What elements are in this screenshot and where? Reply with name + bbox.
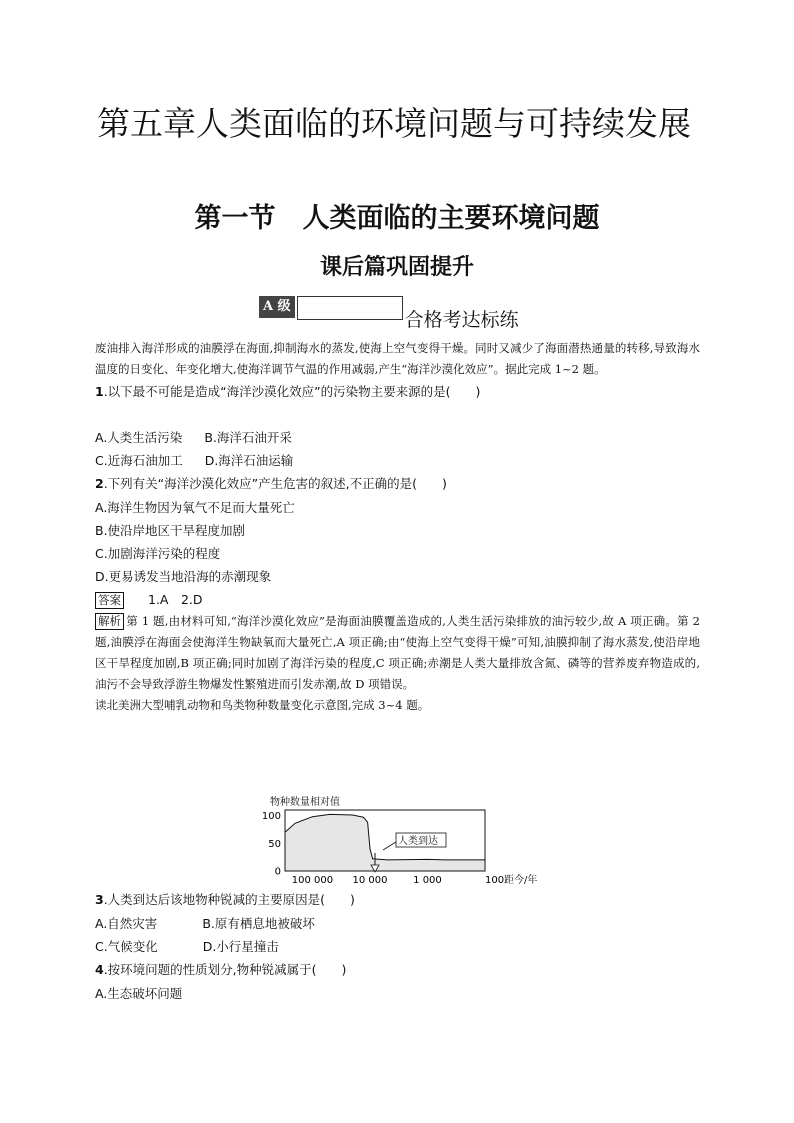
- chapter-title: 第五章人类面临的环境问题与可持续发展: [97, 104, 691, 143]
- y-tick-label: 50: [268, 838, 281, 850]
- level-badge: A 级: [259, 296, 295, 318]
- passage-1: 废油排入海洋形成的油膜浮在海面,抑制海水的蒸发,使海上空气变得干燥。同时又减少了海面潜热通量的转移,导致海水温度的日变化、年变化增大,使海洋调节气温的作用减弱,产生“海洋沙漠化效应”。据此完成 1~2 题。: [95, 341, 700, 376]
- q1-options-row-1: [95, 426, 700, 449]
- y-tick-label: 0: [274, 866, 281, 878]
- y-tick-label: 100: [261, 811, 281, 823]
- x-tick-label: 100 000: [291, 875, 334, 885]
- content: [95, 338, 700, 716]
- answer-text: 1.A 2.D: [148, 592, 203, 607]
- option: A.人类生活污染: [95, 430, 183, 445]
- x-axis-label: 距今/年: [504, 875, 538, 885]
- option: A.海洋生物因为氧气不足而大量死亡: [95, 500, 295, 515]
- option: A.自然灾害: [95, 916, 158, 931]
- question-number: 2: [95, 476, 104, 491]
- content-lower: [95, 888, 700, 1005]
- question-4: [95, 958, 700, 982]
- level-header: [259, 296, 519, 331]
- passage-2: 读北美洲大型哺乳动物和鸟类物种数量变化示意图,完成 3~4 题。: [95, 698, 430, 712]
- x-tick-label: 10 000: [352, 875, 388, 885]
- option: C.加剧海洋污染的程度: [95, 546, 221, 561]
- question-number: 4: [95, 962, 104, 977]
- answer-line: [95, 588, 700, 611]
- option: B.使沿岸地区干旱程度加剧: [95, 523, 246, 538]
- level-box: [297, 296, 403, 320]
- question-3: [95, 888, 700, 912]
- annotation-leader: [383, 842, 396, 850]
- question-number: 1: [95, 384, 104, 399]
- series-area: [285, 814, 485, 871]
- q1-options-row-2: [95, 449, 700, 472]
- q3-options-row-1: [95, 912, 700, 935]
- option: C.气候变化: [95, 939, 158, 954]
- q3-options-row-2: [95, 935, 700, 958]
- option: D.更易诱发当地沿海的赤潮现象: [95, 569, 272, 584]
- x-tick-label: 100: [485, 875, 505, 885]
- option: D.小行星撞击: [202, 939, 279, 954]
- option: B.原有栖息地被破坏: [202, 916, 315, 931]
- question-1: [95, 380, 700, 404]
- option: A.生态破坏问题: [95, 986, 183, 1001]
- section-title: 第一节 人类面临的主要环境问题: [194, 203, 600, 234]
- question-2: [95, 472, 700, 496]
- answer-tag: 答案: [95, 592, 124, 609]
- sub-title: 课后篇巩固提升: [319, 254, 474, 280]
- y-axis-ticks: [262, 811, 281, 877]
- question-stem: .以下最不可能是造成“海洋沙漠化效应”的污染物主要来源的是( ): [103, 384, 481, 399]
- question-stem: .按环境问题的性质划分,物种锐减属于( ): [103, 962, 347, 977]
- question-stem: .人类到达后该地物种锐减的主要原因是( ): [103, 892, 355, 907]
- species-chart: [250, 793, 550, 885]
- analysis-tag: 解析: [95, 613, 124, 630]
- annotation-label: 人类到达: [398, 836, 438, 847]
- analysis-paragraph: [95, 611, 700, 695]
- x-tick-label: 1 000: [413, 875, 442, 885]
- option: B.海洋石油开采: [204, 430, 292, 445]
- option: C.近海石油加工: [95, 453, 183, 468]
- question-number: 3: [95, 892, 104, 907]
- chart-title: 物种数量相对值: [270, 797, 340, 808]
- option: D.海洋石油运输: [204, 453, 294, 468]
- x-axis-ticks: [292, 875, 504, 885]
- question-stem: .下列有关“海洋沙漠化效应”产生危害的叙述,不正确的是( ): [103, 476, 447, 491]
- analysis-text: 第 1 题,由材料可知,“海洋沙漠化效应”是海面油膜覆盖造成的,人类生活污染排放的油污较少,故 A 项正确。第 2 题,油膜浮在海面会使海洋生物缺氧而大量死亡,A 项正确;由“使海上空气变得干燥”可知,油膜抑制了海水蒸发,使沿岸地区干旱程度加剧,B 项正确;同时加剧了海洋污染的程度,C 项正确;赤潮是人类大量排放含氮、磷等的营养废弃物造成的,油污不会导致浮游生物爆发性繁殖进而引发赤潮,故 D 项错误。: [95, 614, 700, 691]
- level-text: 合格考达标练: [404, 309, 519, 331]
